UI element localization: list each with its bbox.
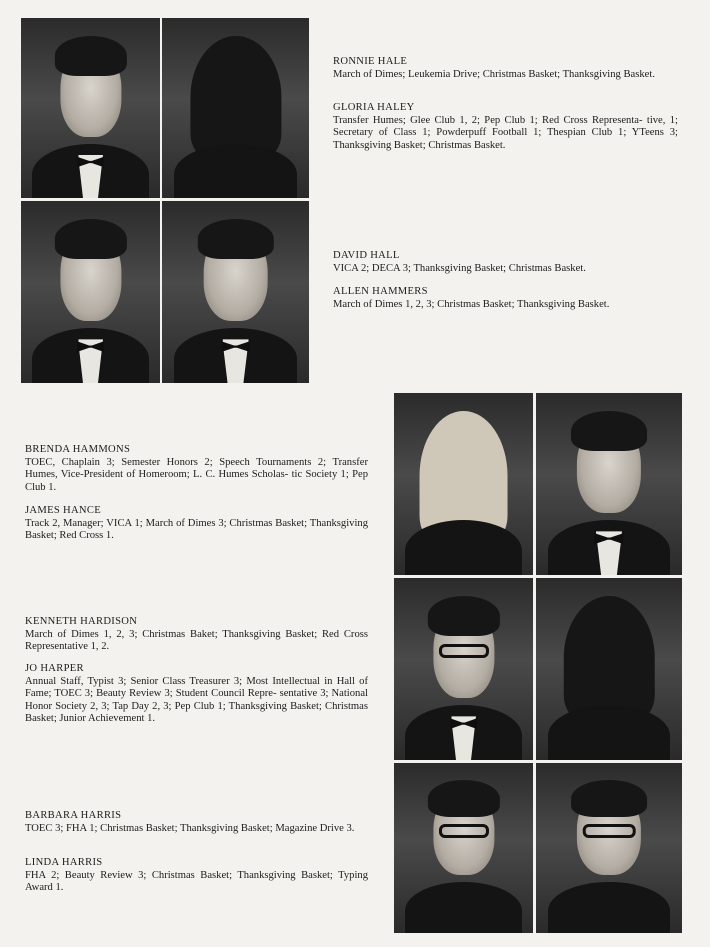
student-name: LINDA HARRIS bbox=[25, 857, 103, 868]
student-activities: Annual Staff, Typist 3; Senior Class Treasurer 3; Most Intellectual in Hall of Fame; TOEC 3; Beauty Review 3; Student Council Repre- sentative 3; National Honor Society 2, 3; Tap Day 2, 3; Pep Club 1; Thanksgiving Basket; Christmas Basket; Junior Achievement 1. bbox=[25, 675, 368, 725]
student-name: BRENDA HAMMONS bbox=[25, 444, 131, 455]
entry-jo-harper bbox=[25, 663, 368, 726]
entry-james-hance bbox=[25, 505, 368, 543]
portrait-allen-hammers bbox=[162, 201, 309, 383]
student-activities: TOEC, Chaplain 3; Semester Honors 2; Speech Tournaments 2; Transfer Humes, Vice-President of Homeroom; L. C. Humes Scholas- tic Society 1; Pep Club 1. bbox=[25, 456, 368, 493]
portrait-ronnie-hale bbox=[21, 18, 160, 198]
entry-ronnie-hale bbox=[333, 56, 678, 81]
entry-allen-hammers bbox=[333, 286, 678, 311]
portrait-linda-harris bbox=[536, 763, 682, 933]
entry-brenda-hammons bbox=[25, 444, 368, 494]
entry-david-hall bbox=[333, 250, 678, 275]
student-activities: March of Dimes 1, 2, 3; Christmas Baket; Thanksgiving Basket; Red Cross Representative 1, 2. bbox=[25, 628, 368, 653]
student-name: RONNIE HALE bbox=[333, 56, 408, 67]
entry-kenneth-hardison bbox=[25, 616, 368, 654]
student-activities: FHA 2; Beauty Review 3; Christmas Basket; Thanksgiving Basket; Typing Award 1. bbox=[25, 869, 368, 894]
student-name: JAMES HANCE bbox=[25, 505, 101, 516]
student-activities: March of Dimes 1, 2, 3; Christmas Basket; Thanksgiving Basket. bbox=[333, 298, 610, 310]
student-activities: March of Dimes; Leukemia Drive; Christmas Basket; Thanksgiving Basket. bbox=[333, 68, 655, 80]
student-name: ALLEN HAMMERS bbox=[333, 286, 428, 297]
student-activities: Track 2, Manager; VICA 1; March of Dimes 3; Christmas Basket; Thanksgiving Basket; Red Cross 1. bbox=[25, 517, 368, 542]
entry-gloria-haley bbox=[333, 102, 678, 152]
student-name: JO HARPER bbox=[25, 663, 84, 674]
portrait-barbara-harris bbox=[394, 763, 533, 933]
portrait-gloria-haley bbox=[162, 18, 309, 198]
entry-linda-harris bbox=[25, 857, 368, 895]
student-activities: VICA 2; DECA 3; Thanksgiving Basket; Christmas Basket. bbox=[333, 262, 586, 274]
student-name: KENNETH HARDISON bbox=[25, 616, 138, 627]
student-name: DAVID HALL bbox=[333, 250, 400, 261]
portrait-brenda-hammons bbox=[394, 393, 533, 575]
portrait-james-hance bbox=[536, 393, 682, 575]
entry-barbara-harris bbox=[25, 810, 368, 835]
student-name: GLORIA HALEY bbox=[333, 102, 415, 113]
student-activities: TOEC 3; FHA 1; Christmas Basket; Thanksgiving Basket; Magazine Drive 3. bbox=[25, 822, 355, 834]
portrait-jo-harper bbox=[536, 578, 682, 760]
portrait-kenneth-hardison bbox=[394, 578, 533, 760]
portrait-david-hall bbox=[21, 201, 160, 383]
student-name: BARBARA HARRIS bbox=[25, 810, 122, 821]
student-activities: Transfer Humes; Glee Club 1, 2; Pep Club 1; Red Cross Representa- tive, 1; Secretary of Class 1; Powderpuff Football 1; Thespian Club 1; YTeens 3; Thanksgiving Basket; Christmas Basket. bbox=[333, 114, 678, 151]
